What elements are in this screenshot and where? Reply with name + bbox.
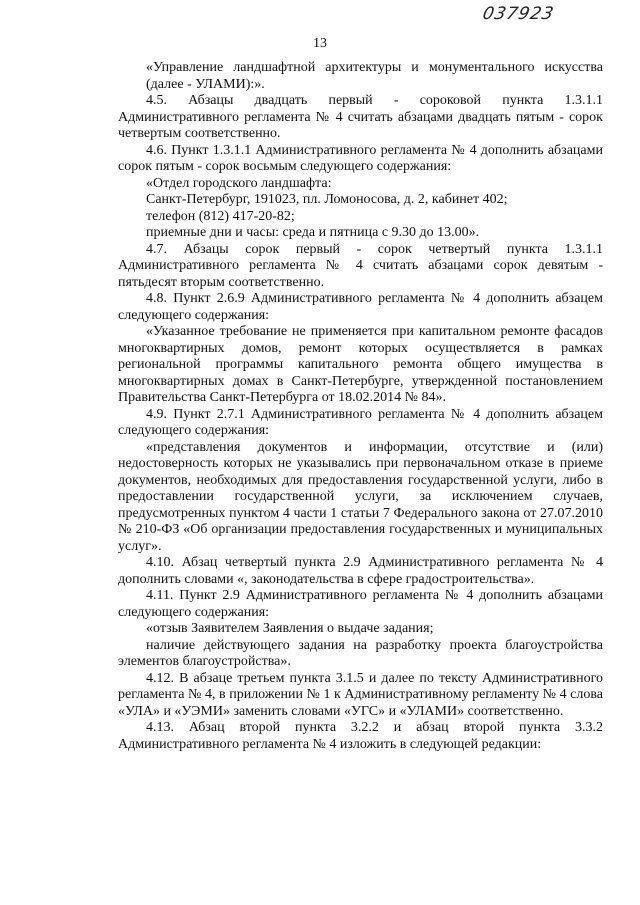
paragraph: 4.11. Пункт 2.9 Административного регламента № 4 дополнить абзацами следующего содержания: xyxy=(118,588,603,620)
paragraph: приемные дни и часы: среда и пятница с 9.30 до 13.00». xyxy=(146,225,480,240)
paragraph: 4.7. Абзацы сорок первый - сорок четвертый пункта 1.3.1.1 Административного регламента № 4 считать абзацами сорок девятым - пятьдесят вторым соответственно. xyxy=(118,241,603,290)
paragraph: «отзыв Заявителем Заявления о выдаче задания; xyxy=(146,621,434,636)
paragraph: «Отдел городского ландшафта: xyxy=(146,175,332,191)
paragraph: 4.13. Абзац второй пункта 3.2.2 и абзац второй пункта 3.3.2 Административного регламента № 4 изложить в следующей редакции: xyxy=(118,720,603,752)
paragraph: 4.10. Абзац четвертый пункта 2.9 Административного регламента № 4 дополнить словами «, законодательства в сфере градостроительства». xyxy=(118,555,603,587)
page-number: 13 xyxy=(313,36,327,51)
paragraph: Санкт-Петербург, 191023, пл. Ломоносова, д. 2, кабинет 402; xyxy=(146,192,508,207)
paragraph: 4.9. Пункт 2.7.1 Административного регламента № 4 дополнить абзацем следующего содержания: xyxy=(118,406,603,438)
paragraph: 4.6. Пункт 1.3.1.1 Административного регламента № 4 дополнить абзацами сорок пятым - сорок восьмым следующего содержания: xyxy=(118,142,603,174)
paragraph: наличие действующего задания на разработку проекта благоустройства элементов благоустройства». xyxy=(118,637,603,669)
document-stamp-number: 037923 xyxy=(480,4,557,24)
paragraph: 4.8. Пункт 2.6.9 Административного регламента № 4 дополнить абзацем следующего содержания: xyxy=(118,291,603,323)
paragraph: 4.5. Абзацы двадцать первый - сороковой пункта 1.3.1.1 Административного регламента № 4 считать абзацами двадцать пятым - сорок четвертым соответственно. xyxy=(118,93,603,141)
paragraph: «Указанное требование не применяется при капитальном ремонте фасадов многоквартирных домов, ремонт которых осуществляется в рамках региональной программы капитального ремонта общего имущества в многоквартирных домах в Санкт-Петербурге, утвержденной постановлением Правительства Санкт-Петербурга от 18.02.2014 № 84». xyxy=(118,324,603,405)
paragraph: телефон (812) 417-20-82; xyxy=(146,208,295,224)
paragraph: «представления документов и информации, отсутствие и (или) недостоверность которых не указывались при первоначальном отказе в приеме документов, необходимых для предоставления государственной услуги, либо в предоставлении государственной услуги, за исключением случаев, предусмотренных пунктом 4 части 1 статьи 7 Федерального закона от 27.07.2010 № 210-ФЗ «Об организации предоставления государственных и муниципальных услуг». xyxy=(118,439,603,554)
paragraph: 4.12. В абзаце третьем пункта 3.1.5 и далее по тексту Административного регламента № 4, в приложении № 1 к Административному регламенту № 4 слова «УЛА» и «УЭМИ» заменить словами «УГС» и «УЛАМИ» соответственно. xyxy=(118,670,603,719)
document-body xyxy=(118,60,603,753)
paragraph: «Управление ландшафтной архитектуры и монументального искусства (далее - УЛАМИ):». xyxy=(146,60,603,92)
